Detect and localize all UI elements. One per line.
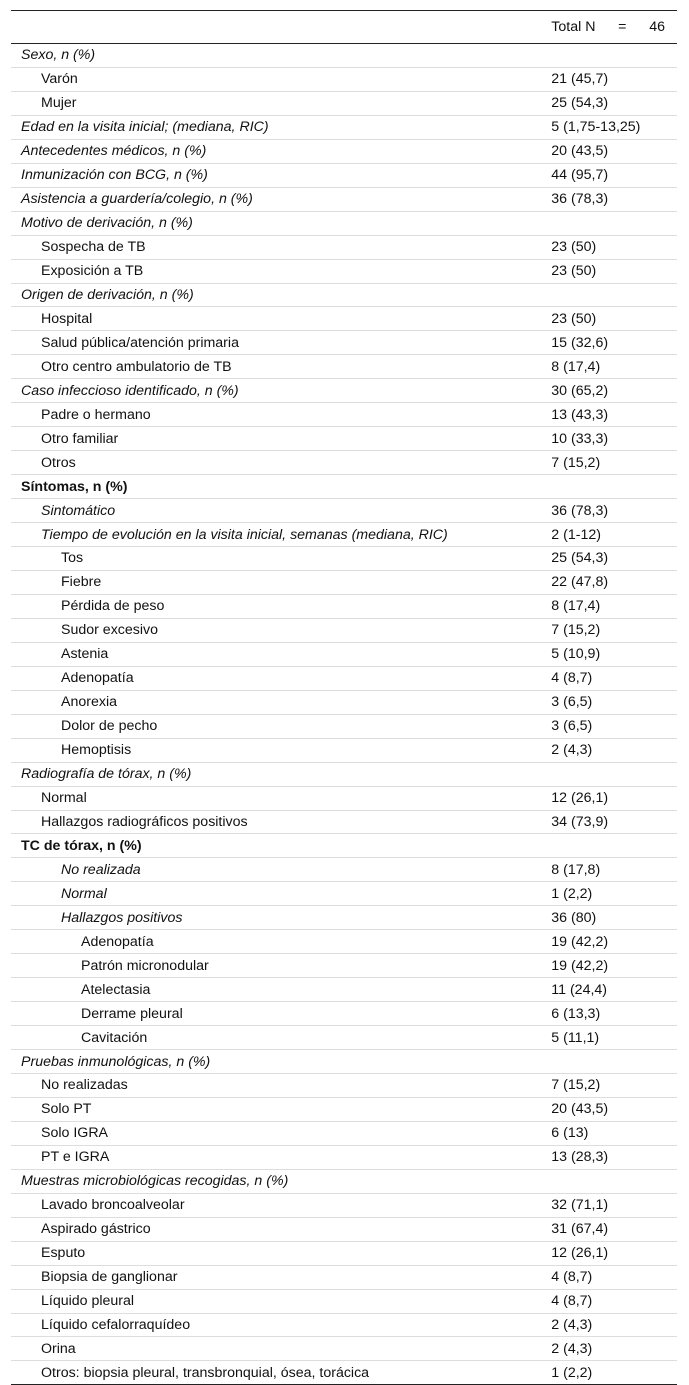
row-value: 23 (50) bbox=[551, 310, 597, 327]
row-value: 19 (42,2) bbox=[551, 933, 609, 950]
table-row bbox=[11, 1313, 677, 1337]
row-label: Varón bbox=[41, 71, 78, 88]
row-value: 7 (15,2) bbox=[551, 622, 601, 639]
table-row bbox=[11, 211, 677, 235]
row-value bbox=[551, 283, 677, 307]
row-value: 22 (47,8) bbox=[551, 574, 609, 591]
row-label: Sudor excesivo bbox=[61, 622, 158, 639]
table-row bbox=[11, 930, 677, 954]
row-label: TC de tórax, n (%) bbox=[21, 837, 142, 854]
table-row bbox=[11, 1050, 677, 1074]
row-label: Caso infeccioso identificado, n (%) bbox=[21, 382, 239, 399]
row-value: 15 (32,6) bbox=[551, 334, 609, 351]
row-value: 25 (54,3) bbox=[551, 95, 609, 112]
row-label: Dolor de pecho bbox=[61, 718, 158, 735]
row-label: Asistencia a guardería/colegio, n (%) bbox=[21, 191, 253, 208]
table-row bbox=[11, 978, 677, 1002]
header-equals: = bbox=[618, 19, 627, 35]
table-row bbox=[11, 594, 677, 618]
table-row bbox=[11, 882, 677, 906]
row-label: Síntomas, n (%) bbox=[21, 478, 128, 495]
row-value: 20 (43,5) bbox=[551, 143, 609, 160]
row-value: 19 (42,2) bbox=[551, 957, 609, 974]
row-label: Adenopatía bbox=[61, 670, 134, 687]
header-label-cell bbox=[11, 11, 551, 44]
table-row bbox=[11, 115, 677, 139]
row-value: 20 (43,5) bbox=[551, 1101, 609, 1118]
row-value: 12 (26,1) bbox=[551, 790, 609, 807]
row-value bbox=[551, 1050, 677, 1074]
table-container bbox=[11, 10, 677, 1385]
row-label: Normal bbox=[41, 790, 87, 807]
row-value: 2 (4,3) bbox=[551, 1316, 593, 1333]
row-value: 3 (6,5) bbox=[551, 694, 593, 711]
table-row bbox=[11, 570, 677, 594]
table-row bbox=[11, 1073, 677, 1097]
row-value: 36 (78,3) bbox=[551, 502, 609, 519]
row-label: Derrame pleural bbox=[81, 1005, 183, 1022]
row-value: 2 (4,3) bbox=[551, 742, 593, 759]
row-value bbox=[551, 762, 677, 786]
table-row bbox=[11, 451, 677, 475]
row-value: 4 (8,7) bbox=[551, 1269, 593, 1286]
table-row bbox=[11, 690, 677, 714]
table-row bbox=[11, 1121, 677, 1145]
table-row bbox=[11, 403, 677, 427]
row-label: Origen de derivación, n (%) bbox=[21, 287, 194, 303]
row-label: Salud pública/atención primaria bbox=[41, 334, 239, 351]
row-value: 8 (17,8) bbox=[551, 861, 601, 878]
row-value: 2 (1-12) bbox=[551, 526, 601, 543]
table-row bbox=[11, 1361, 677, 1385]
header-total-cell bbox=[551, 11, 677, 44]
row-label: Líquido pleural bbox=[41, 1293, 135, 1310]
row-value: 1 (2,2) bbox=[551, 885, 593, 902]
row-value: 8 (17,4) bbox=[551, 358, 601, 375]
row-label: Padre o hermano bbox=[41, 406, 151, 423]
row-label: Otros: biopsia pleural, transbronquial, ósea, torácica bbox=[41, 1364, 370, 1381]
row-label: Sexo, n (%) bbox=[21, 47, 96, 64]
header-total-value: 46 bbox=[649, 19, 665, 35]
table-row bbox=[11, 139, 677, 163]
row-value: 30 (65,2) bbox=[551, 382, 609, 399]
table-row bbox=[11, 283, 677, 307]
row-value: 31 (67,4) bbox=[551, 1221, 609, 1238]
table-row bbox=[11, 786, 677, 810]
row-label: Hallazgos radiográficos positivos bbox=[41, 813, 248, 830]
row-value: 11 (24,4) bbox=[551, 981, 608, 998]
table-row bbox=[11, 1002, 677, 1026]
row-label: No realizadas bbox=[41, 1077, 128, 1094]
row-label: Mujer bbox=[41, 95, 77, 112]
table-row bbox=[11, 67, 677, 91]
row-value: 10 (33,3) bbox=[551, 430, 609, 447]
row-label: Sintomático bbox=[41, 502, 116, 519]
row-label: Esputo bbox=[41, 1245, 86, 1262]
row-label: Orina bbox=[41, 1340, 76, 1357]
table-row bbox=[11, 307, 677, 331]
row-label: Anorexia bbox=[61, 694, 117, 711]
header-total-label: Total N bbox=[551, 19, 596, 35]
row-value: 1 (2,2) bbox=[551, 1364, 593, 1381]
table-row bbox=[11, 1217, 677, 1241]
row-value: 36 (78,3) bbox=[551, 191, 609, 208]
row-label: Tos bbox=[61, 550, 84, 567]
row-value: 25 (54,3) bbox=[551, 550, 609, 567]
table-row bbox=[11, 1265, 677, 1289]
row-value: 5 (1,75-13,25) bbox=[551, 119, 641, 136]
table-row bbox=[11, 738, 677, 762]
table-row bbox=[11, 666, 677, 690]
row-value: 5 (10,9) bbox=[551, 646, 601, 663]
table-row bbox=[11, 523, 677, 547]
table-row bbox=[11, 475, 677, 499]
table-row bbox=[11, 427, 677, 451]
row-value: 12 (26,1) bbox=[551, 1245, 609, 1262]
row-label: Antecedentes médicos, n (%) bbox=[21, 143, 207, 160]
table-row bbox=[11, 1145, 677, 1169]
row-value: 23 (50) bbox=[551, 263, 597, 280]
row-value bbox=[551, 211, 677, 235]
table-row bbox=[11, 235, 677, 259]
row-label: Sospecha de TB bbox=[41, 239, 146, 256]
table-row bbox=[11, 810, 677, 834]
row-label: Exposición a TB bbox=[41, 263, 144, 280]
row-value: 5 (11,1) bbox=[551, 1029, 600, 1046]
row-value bbox=[551, 475, 677, 499]
row-label: Lavado broncoalveolar bbox=[41, 1197, 185, 1214]
table-row bbox=[11, 331, 677, 355]
table-body bbox=[11, 44, 677, 1385]
row-label: Otros bbox=[41, 454, 76, 471]
row-label: Pruebas inmunológicas, n (%) bbox=[21, 1053, 211, 1070]
row-label: Solo PT bbox=[41, 1101, 92, 1118]
row-label: Otro familiar bbox=[41, 430, 119, 447]
row-label: Adenopatía bbox=[81, 933, 154, 950]
table-row bbox=[11, 858, 677, 882]
row-value: 13 (43,3) bbox=[551, 406, 609, 423]
table-row bbox=[11, 1026, 677, 1050]
row-value: 8 (17,4) bbox=[551, 598, 601, 615]
row-label: Normal bbox=[61, 885, 107, 902]
row-value: 2 (4,3) bbox=[551, 1340, 593, 1357]
table-row bbox=[11, 1097, 677, 1121]
table-row bbox=[11, 1241, 677, 1265]
row-label: Astenia bbox=[61, 646, 109, 663]
table-row bbox=[11, 187, 677, 211]
row-label: Edad en la visita inicial; (mediana, RIC) bbox=[21, 119, 269, 136]
row-value: 6 (13) bbox=[551, 1125, 589, 1142]
row-label: Inmunización con BCG, n (%) bbox=[21, 167, 208, 184]
table-row bbox=[11, 355, 677, 379]
table-row bbox=[11, 91, 677, 115]
row-label: Muestras microbiológicas recogidas, n (%) bbox=[21, 1173, 289, 1190]
row-value: 4 (8,7) bbox=[551, 670, 593, 687]
row-value: 13 (28,3) bbox=[551, 1149, 609, 1166]
row-value: 34 (73,9) bbox=[551, 813, 609, 830]
row-label: Solo IGRA bbox=[41, 1125, 109, 1142]
row-value: 44 (95,7) bbox=[551, 167, 609, 184]
table-row bbox=[11, 714, 677, 738]
row-value: 7 (15,2) bbox=[551, 454, 601, 471]
table-row bbox=[11, 642, 677, 666]
table-row bbox=[11, 379, 677, 403]
row-label: Tiempo de evolución en la visita inicial, semanas (mediana, RIC) bbox=[41, 526, 448, 543]
row-label: Hemoptisis bbox=[61, 742, 132, 759]
row-label: Atelectasia bbox=[81, 981, 151, 998]
table-row bbox=[11, 1289, 677, 1313]
row-value: 32 (71,1) bbox=[551, 1197, 609, 1214]
row-label: Radiografía de tórax, n (%) bbox=[21, 766, 192, 783]
row-label: Otro centro ambulatorio de TB bbox=[41, 358, 232, 375]
row-value bbox=[551, 1169, 677, 1193]
row-label: Motivo de derivación, n (%) bbox=[21, 215, 193, 232]
row-label: Biopsia de ganglionar bbox=[41, 1269, 178, 1286]
row-value: 23 (50) bbox=[551, 239, 597, 256]
row-label: No realizada bbox=[61, 861, 141, 878]
row-label: Aspirado gástrico bbox=[41, 1221, 151, 1238]
table-row bbox=[11, 618, 677, 642]
table-row bbox=[11, 762, 677, 786]
table-row bbox=[11, 1337, 677, 1361]
table-row bbox=[11, 163, 677, 187]
row-value: 7 (15,2) bbox=[551, 1077, 601, 1094]
table-row bbox=[11, 547, 677, 571]
row-label: Hospital bbox=[41, 310, 93, 327]
table-row bbox=[11, 44, 677, 68]
table-row bbox=[11, 834, 677, 858]
table-row bbox=[11, 1193, 677, 1217]
row-value: 6 (13,3) bbox=[551, 1005, 601, 1022]
row-label: Patrón micronodular bbox=[81, 957, 209, 974]
data-table bbox=[11, 10, 677, 1385]
table-row bbox=[11, 499, 677, 523]
row-label: Pérdida de peso bbox=[61, 598, 165, 615]
row-value bbox=[551, 44, 677, 68]
row-label: PT e IGRA bbox=[41, 1149, 110, 1166]
table-row bbox=[11, 954, 677, 978]
row-label: Cavitación bbox=[81, 1029, 148, 1046]
row-value bbox=[551, 834, 677, 858]
table-row bbox=[11, 259, 677, 283]
row-value: 3 (6,5) bbox=[551, 718, 593, 735]
row-label: Líquido cefalorraquídeo bbox=[41, 1316, 191, 1333]
table-row bbox=[11, 906, 677, 930]
row-value: 36 (80) bbox=[551, 909, 597, 926]
table-row bbox=[11, 1169, 677, 1193]
row-value: 4 (8,7) bbox=[551, 1293, 593, 1310]
row-label: Fiebre bbox=[61, 574, 102, 591]
row-label: Hallazgos positivos bbox=[61, 909, 183, 926]
row-value: 21 (45,7) bbox=[551, 71, 609, 88]
table-header-row bbox=[11, 11, 677, 44]
